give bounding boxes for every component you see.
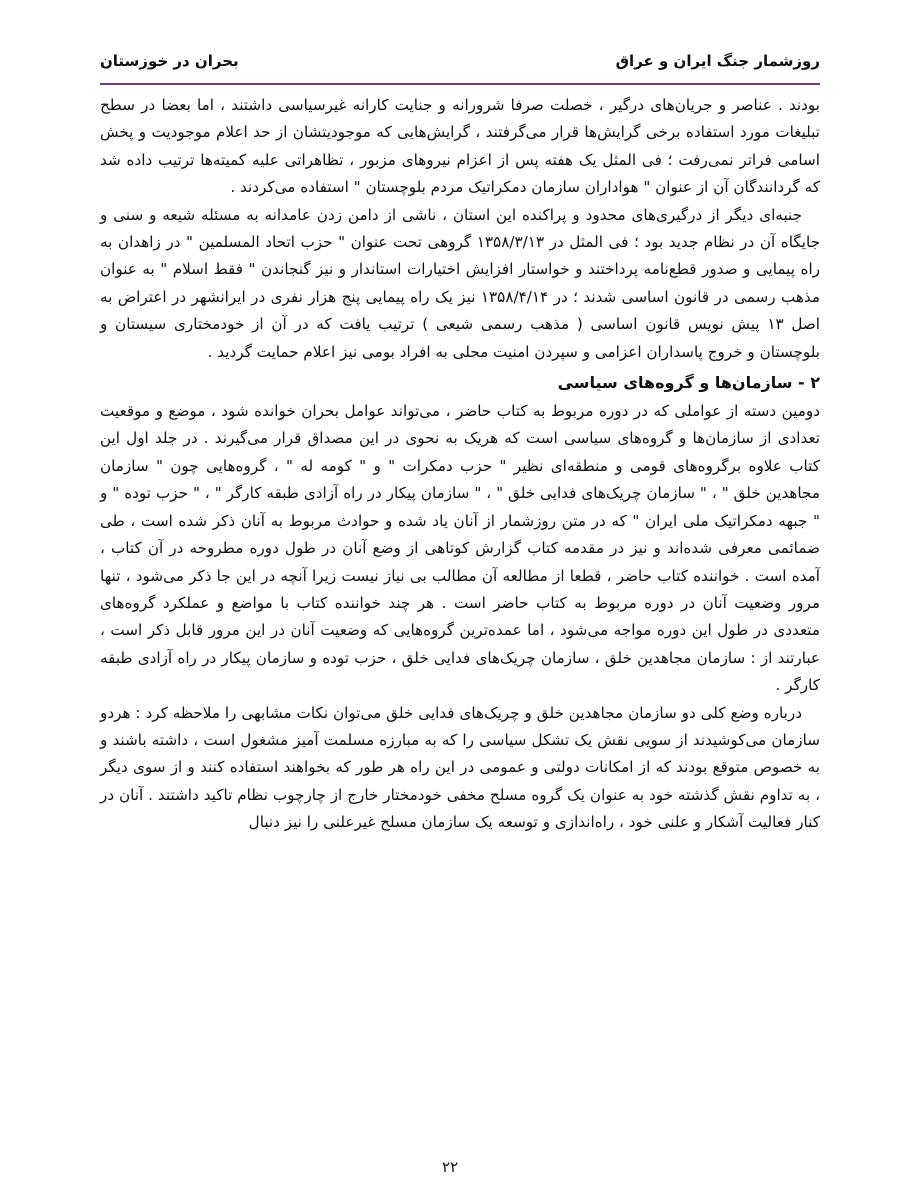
paragraph-4: درباره وضع کلی دو سازمان مجاهدین خلق و چریک‌های فدایی خلق می‌توان نکات مشابهی را ملاحظه کرد : هردو سازمان می‌کوشیدند از سویی نقش یک تشکل سیاسی را که به مبارزه مسلمت آمیز مشغول است ، داشته باشند و به خصوص متوقع بودند که از امکانات دولتی و عمومی در این راه هر طور که بخواهند استفاده کنند و از سوی دیگر ، به تداوم نقش گذشته خود به عنوان یک گروه مسلح مخفی خودمختار خارج از چارچوب نظام تاکید داشتند . آنان در کنار فعالیت آشکار و علنی خود ، راه‌اندازی و توسعه یک سازمان مسلح غیرعلنی را نیز دنبال (100, 703, 820, 832)
page-header (100, 44, 820, 84)
paragraph-3: دومین دسته از عواملی که در دوره مربوط به کتاب حاضر ، می‌تواند عوامل بحران خوانده شود ، موضع و موقعیت تعدادی از سازمان‌ها و گروه‌های سیاسی است که هریک به نحوی در این مصداق قرار می‌گیرند . در جلد اول این کتاب علاوه برگروه‌های قومی و منطقه‌ای نظیر " حزب دمکرات " و " کومه له " ، گروه‌هایی چون " سازمان مجاهدین خلق " ، " سازمان چریک‌های فدایی خلق " ، " سازمان پیکار در راه آزادی طبقه کارگر " ، " حزب توده " و " جبهه دمکراتیک ملی ایران " که در متن روزشمار از آنان یاد شده و حوادث مربوط به آنان ذکر شده است ، طی ضمائمی معرفی شده‌اند و نیز در مقدمه کتاب گزارش کوتاهی از وضع آنان در طول دوره مطروحه در آن کتاب ، آمده است . خواننده کتاب حاضر ، قطعا از مطالعه آن مطالب بی نیاز نیست زیرا آنچه در این جا ذکر می‌شود ، تنها مرور وضعیت آنان در دوره مربوط به کتاب حاضر است . هر چند خواننده کتاب با مواضع و عملکرد گروه‌های متعددی در طول این دوره مواجه می‌شود ، اما عمده‌ترین گروه‌هایی که وضعیت آنان در این مرور قابل ذکر است ، عبارتند از : سازمان مجاهدین خلق ، سازمان چریک‌های فدایی خلق ، حزب توده و سازمان پیکار در راه آزادی طبقه کارگر . (100, 402, 820, 695)
paragraph-2: جنبه‌ای دیگر از درگیری‌های محدود و پراکنده این استان ، ناشی از دامن زدن عامدانه به مسئله شیعه و سنی و جایگاه آن در نظام جدید بود ؛ فی المثل در ۱۳۵۸/۳/۱۳ گروهی تحت عنوان " حزب اتحاد المسلمین " در زاهدان به راه پیمایی و صدور قطع‌نامه پرداختند و خواستار افزایش اختیارات استاندار و نیز گنجاندن " فقط اسلام " به عنوان مذهب رسمی در قانون اساسی شدند ؛ در ۱۳۵۸/۴/۱۴ نیز یک راه پیمایی پنج هزار نفری در ایرانشهر در اعتراض به اصل ۱۳ پیش نویس قانون اساسی ( مذهب رسمی شیعی ) ترتیب یافت که در آن از خودمختاری سیستان و بلوچستان و خروج پاسداران اعزامی و سپردن امنیت محلی به افراد بومی نیز اعلام حمایت گردید . (100, 205, 820, 361)
page-body (100, 92, 820, 837)
paragraph-1: بودند . عناصر و جریان‌های درگیر ، خصلت صرفا شرورانه و جنایت کارانه غیرسیاسی داشتند ، اما بعضا در سطح تبلیغات مورد استفاده برخی گرایش‌ها قرار می‌گرفتند ، گرایش‌هایی که موجودیتشان از حد اعلام موجودیت و پخش اسامی فراتر نمی‌رفت ؛ فی المثل یک هفته پس از اعزام نیروهای مزبور ، تظاهراتی علیه کمیته‌ها ترتیب داده شد که گردانندگان آن از عنوان " هواداران سازمان دمکراتیک مردم بلوچستان " استفاده می‌کردند . (100, 96, 820, 197)
section-heading: ۲ - سازمان‌ها و گروه‌های سیاسی (557, 373, 820, 393)
page-number: ۲۲ (441, 1158, 459, 1176)
book-title: روزشمار جنگ ایران و عراق (615, 52, 820, 70)
chapter-title: بحران در خوزستان (100, 52, 239, 70)
header-divider (100, 83, 820, 85)
